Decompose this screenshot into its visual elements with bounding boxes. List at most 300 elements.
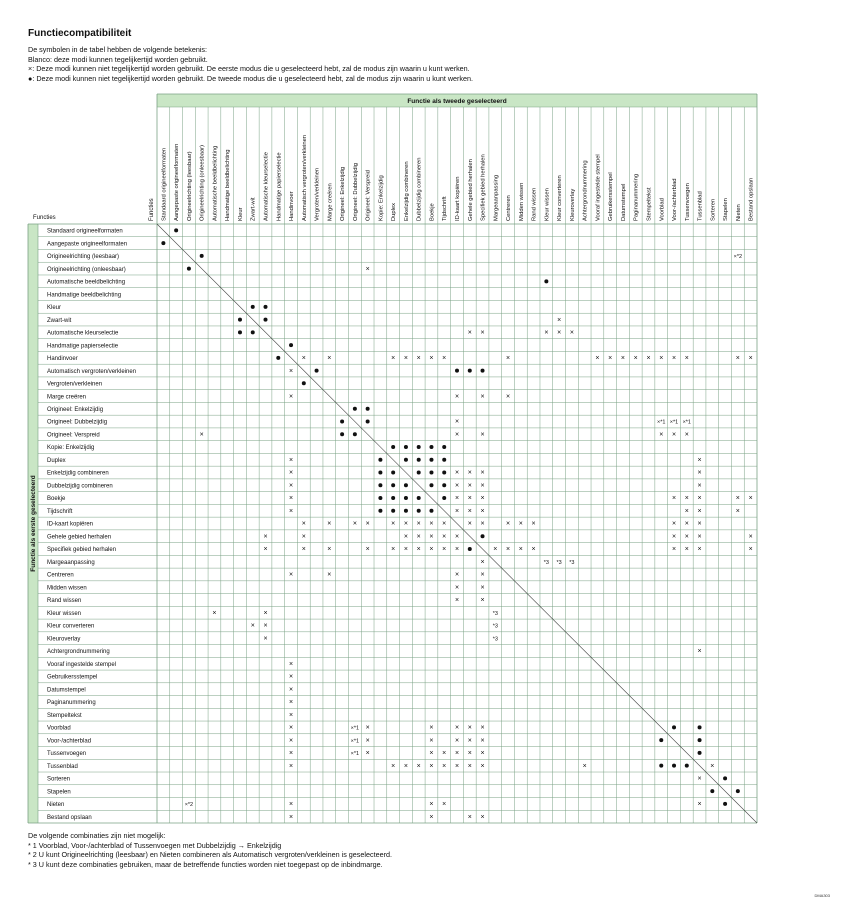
incompatible-cross: × bbox=[365, 265, 370, 273]
incompatible-cross: × bbox=[735, 507, 740, 515]
column-header: Duplex bbox=[391, 202, 398, 221]
incompatible-cross: × bbox=[454, 418, 460, 426]
incompatible-cross: × bbox=[288, 571, 294, 579]
incompatible-dot bbox=[340, 420, 344, 424]
incompatible-cross: × bbox=[288, 456, 294, 464]
incompatible-dot bbox=[378, 458, 382, 462]
column-header: Handmatige papierselectie bbox=[276, 152, 283, 221]
column-header: Vergroten/verkleinen bbox=[314, 167, 321, 221]
incompatible-cross: × bbox=[620, 355, 626, 363]
incompatible-dot bbox=[698, 738, 702, 742]
incompatible-cross: × bbox=[327, 520, 332, 528]
row-label: Automatisch vergroten/verkleinen bbox=[47, 368, 137, 375]
column-header: Origineelrichting (leesbaar) bbox=[186, 151, 193, 221]
incompatible-cross: × bbox=[608, 355, 613, 363]
incompatible-dot bbox=[174, 228, 178, 232]
incompatible-cross: × bbox=[454, 393, 460, 401]
incompatible-cross: × bbox=[735, 355, 740, 363]
incompatible-cross: × bbox=[454, 724, 460, 732]
incompatible-cross: × bbox=[480, 431, 485, 439]
incompatible-cross: × bbox=[442, 762, 447, 770]
row-label: Origineel: Enkelzijdig bbox=[47, 406, 104, 413]
row-label: Rand wissen bbox=[47, 598, 82, 605]
incompatible-cross: × bbox=[646, 355, 651, 363]
incompatible-cross: × bbox=[697, 648, 702, 656]
row-label: Automatische kleurselectie bbox=[47, 330, 119, 337]
incompatible-dot bbox=[404, 445, 408, 449]
incompatible-cross: × bbox=[480, 507, 485, 515]
column-header: Datumstempel bbox=[620, 183, 627, 221]
row-label: Achtergrondnummering bbox=[47, 649, 110, 656]
incompatible-cross: × bbox=[442, 533, 447, 541]
incompatible-cross: × bbox=[518, 520, 523, 528]
incompatible-cross: × bbox=[569, 329, 574, 337]
incompatible-dot bbox=[276, 356, 280, 360]
incompatible-cross: × bbox=[467, 724, 472, 732]
incompatible-cross: × bbox=[544, 329, 549, 337]
incompatible-cross: × bbox=[493, 546, 498, 554]
incompatible-dot bbox=[659, 738, 663, 742]
incompatible-dot bbox=[429, 483, 433, 487]
incompatible-cross: × bbox=[365, 737, 370, 745]
incompatible-dot bbox=[200, 254, 204, 258]
incompatible-dot bbox=[659, 764, 663, 768]
page-title: Functiecompatibiliteit bbox=[28, 28, 132, 39]
incompatible-dot bbox=[442, 458, 446, 462]
incompatible-dot bbox=[391, 483, 395, 487]
incompatible-cross: × bbox=[288, 699, 294, 707]
footnotes bbox=[28, 831, 392, 869]
row-label: Vergroten/verkleinen bbox=[47, 381, 103, 388]
incompatible-cross: × bbox=[288, 711, 294, 719]
incompatible-dot bbox=[366, 407, 370, 411]
incompatible-cross: × bbox=[442, 750, 447, 758]
footnote-line: * 1 Voorblad, Voor-/achterblad of Tussenvoegen met Dubbelzijdig → Enkelzijdig bbox=[28, 840, 282, 850]
incompatible-cross: *3 bbox=[556, 559, 562, 566]
column-header: Tussenblad bbox=[697, 191, 704, 221]
incompatible-cross: *3 bbox=[492, 636, 498, 643]
incompatible-cross: × bbox=[429, 750, 434, 758]
incompatible-cross: × bbox=[671, 495, 677, 503]
incompatible-cross: × bbox=[250, 622, 255, 630]
incompatible-cross: × bbox=[684, 431, 689, 439]
column-header: Origineel: Dubbelzijdig bbox=[352, 162, 359, 221]
incompatible-dot bbox=[417, 509, 421, 513]
incompatible-cross: × bbox=[403, 355, 408, 363]
incompatible-cross: × bbox=[429, 762, 434, 770]
incompatible-cross: × bbox=[659, 431, 664, 439]
incompatible-dot bbox=[264, 305, 268, 309]
incompatible-cross: × bbox=[454, 737, 460, 745]
incompatible-cross: × bbox=[365, 520, 370, 528]
incompatible-dot bbox=[442, 445, 446, 449]
row-label: Midden wissen bbox=[47, 585, 87, 592]
incompatible-dot bbox=[404, 509, 408, 513]
incompatible-dot bbox=[353, 407, 357, 411]
row-label: Nieten bbox=[47, 802, 65, 809]
row-label: Stempeltekst bbox=[47, 712, 82, 719]
row-label: Automatische beeldbelichting bbox=[47, 279, 126, 286]
row-label: Gebruikersstempel bbox=[47, 674, 98, 681]
incompatible-cross: × bbox=[288, 724, 294, 732]
incompatible-cross: × bbox=[327, 355, 332, 363]
incompatible-cross: × bbox=[288, 686, 294, 694]
row-label: Handmatige papierselectie bbox=[47, 343, 119, 350]
incompatible-dot bbox=[736, 789, 740, 793]
incompatible-cross: × bbox=[416, 533, 421, 541]
incompatible-cross: × bbox=[748, 495, 753, 503]
incompatible-cross: × bbox=[671, 520, 677, 528]
incompatible-cross: × bbox=[684, 546, 689, 554]
column-header: ID-kaart kopiëren bbox=[455, 176, 461, 221]
column-header: Stapelen bbox=[723, 198, 730, 221]
incompatible-cross: × bbox=[429, 533, 434, 541]
column-header: Aangepaste origineelformaten bbox=[174, 143, 181, 221]
incompatible-cross: × bbox=[442, 520, 447, 528]
first-header-label: Functie als eerste geselecteerd bbox=[30, 475, 37, 572]
column-header: Paginanummering bbox=[633, 173, 640, 221]
row-label: Duplex bbox=[47, 457, 66, 464]
column-header: Origineelrichting (onleesbaar) bbox=[199, 144, 206, 221]
legend-line: ×: Deze modi kunnen niet tegelijkertijd worden gebruikt. De eerste modus die u geselecteerd hebt, zal de modus zijn waarin u kunt werken. bbox=[28, 64, 470, 74]
column-header: Origineel: Verspreid bbox=[365, 170, 372, 221]
incompatible-cross: × bbox=[697, 456, 702, 464]
row-label: Bestand opslaan bbox=[47, 814, 92, 821]
incompatible-cross: × bbox=[288, 737, 294, 745]
incompatible-cross: × bbox=[467, 813, 472, 821]
incompatible-cross: × bbox=[301, 355, 306, 363]
incompatible-cross: *3 bbox=[492, 610, 498, 617]
incompatible-dot bbox=[366, 420, 370, 424]
column-header: Midden wissen bbox=[518, 182, 525, 221]
column-header: Handmatige beeldbelichting bbox=[225, 149, 232, 221]
incompatible-dot bbox=[378, 509, 382, 513]
incompatible-dot bbox=[302, 381, 306, 385]
row-label: Boekje bbox=[47, 496, 66, 503]
column-header: Kopie: Enkelzijdig bbox=[378, 175, 385, 221]
incompatible-dot bbox=[455, 369, 459, 373]
incompatible-cross: × bbox=[429, 724, 434, 732]
column-header: Sorteren bbox=[710, 198, 717, 221]
incompatible-cross: × bbox=[710, 762, 715, 770]
incompatible-cross: × bbox=[697, 495, 702, 503]
incompatible-cross: × bbox=[671, 355, 677, 363]
incompatible-cross: × bbox=[671, 533, 677, 541]
incompatible-cross: × bbox=[467, 737, 472, 745]
incompatible-cross: × bbox=[416, 762, 421, 770]
incompatible-cross: × bbox=[288, 673, 294, 681]
incompatible-cross: × bbox=[454, 507, 460, 515]
corner-vertical-label: Functies bbox=[149, 198, 155, 221]
incompatible-cross: × bbox=[429, 813, 434, 821]
row-label: Centreren bbox=[47, 572, 74, 579]
incompatible-cross: × bbox=[684, 507, 689, 515]
incompatible-cross: × bbox=[748, 355, 753, 363]
incompatible-cross: × bbox=[199, 431, 204, 439]
incompatible-dot bbox=[404, 496, 408, 500]
legend-line: De symbolen in de tabel hebben de volgende betekenis: bbox=[28, 45, 208, 54]
row-label: Voorblad bbox=[47, 725, 71, 732]
column-header: Standaard origineelformaten bbox=[161, 147, 168, 221]
incompatible-cross: × bbox=[684, 355, 689, 363]
incompatible-cross: × bbox=[480, 724, 485, 732]
row-label: Zwart-wit bbox=[47, 317, 72, 324]
incompatible-cross: *3 bbox=[569, 559, 575, 566]
incompatible-cross: × bbox=[288, 507, 294, 515]
incompatible-cross: × bbox=[480, 597, 485, 605]
incompatible-cross: × bbox=[288, 469, 294, 477]
incompatible-cross: × bbox=[429, 737, 434, 745]
row-label: Origineel: Dubbelzijdig bbox=[47, 419, 108, 426]
incompatible-dot bbox=[468, 547, 472, 551]
row-label: Stapelen bbox=[47, 789, 71, 796]
incompatible-cross: × bbox=[391, 546, 396, 554]
incompatible-cross: × bbox=[697, 546, 702, 554]
incompatible-dot bbox=[468, 369, 472, 373]
incompatible-dot bbox=[429, 471, 433, 475]
incompatible-cross: × bbox=[301, 533, 306, 541]
incompatible-cross: × bbox=[506, 355, 511, 363]
incompatible-dot bbox=[417, 471, 421, 475]
incompatible-cross: × bbox=[506, 520, 511, 528]
column-header: Stempeltekst bbox=[646, 187, 653, 221]
incompatible-cross: × bbox=[454, 533, 460, 541]
column-header: Dubbelzijdig combineren bbox=[416, 157, 423, 221]
row-label: Tijdschrift bbox=[47, 508, 73, 515]
incompatible-cross: × bbox=[480, 750, 485, 758]
incompatible-cross: × bbox=[288, 813, 294, 821]
incompatible-cross: × bbox=[212, 609, 217, 617]
incompatible-cross: × bbox=[454, 482, 460, 490]
incompatible-cross: × bbox=[582, 762, 587, 770]
column-header: Kleur bbox=[237, 207, 244, 221]
row-label: Kleur bbox=[47, 305, 62, 312]
footnote-line: * 3 U kunt deze combinaties gebruiken, maar de betreffende functies worden niet toegepast op de inbindmarge. bbox=[28, 859, 383, 869]
incompatible-cross: *3 bbox=[543, 559, 549, 566]
incompatible-dot bbox=[442, 496, 446, 500]
incompatible-cross: × bbox=[429, 801, 434, 809]
incompatible-cross: × bbox=[697, 469, 702, 477]
second-header-label: Functie als tweede geselecteerd bbox=[407, 98, 507, 105]
incompatible-cross: × bbox=[557, 316, 562, 324]
incompatible-dot bbox=[187, 267, 191, 271]
incompatible-dot bbox=[723, 776, 727, 780]
incompatible-cross: × bbox=[595, 355, 600, 363]
incompatible-cross: × bbox=[467, 469, 472, 477]
footnote-line: * 2 U kunt Origineelrichting (leesbaar) en Nieten combineren als Automatisch vergroten/verkleinen is geselecteerd. bbox=[28, 850, 392, 860]
incompatible-cross: × bbox=[480, 329, 485, 337]
incompatible-cross: × bbox=[480, 393, 485, 401]
diagonal-line bbox=[157, 224, 757, 823]
column-header: Margeaanpassing bbox=[493, 174, 500, 221]
incompatible-cross: × bbox=[429, 520, 434, 528]
row-label: Marge creëren bbox=[47, 394, 87, 401]
incompatible-cross: × bbox=[327, 546, 332, 554]
incompatible-dot bbox=[391, 496, 395, 500]
incompatible-dot bbox=[544, 279, 548, 283]
column-header: Centreren bbox=[506, 195, 513, 221]
incompatible-dot bbox=[404, 458, 408, 462]
incompatible-dot bbox=[353, 432, 357, 436]
column-header: Tussenvoegen bbox=[684, 183, 691, 221]
incompatible-cross: × bbox=[454, 469, 460, 477]
incompatible-cross: × bbox=[480, 813, 485, 821]
incompatible-cross: × bbox=[467, 329, 472, 337]
row-label: Tussenvoegen bbox=[47, 751, 87, 758]
incompatible-cross: *3 bbox=[492, 623, 498, 630]
incompatible-dot bbox=[698, 751, 702, 755]
incompatible-dot bbox=[429, 445, 433, 449]
row-label: Margeaanpassing bbox=[47, 559, 95, 566]
column-header: Rand wissen bbox=[531, 187, 538, 221]
row-label: Voor-/achterblad bbox=[47, 738, 92, 745]
column-header: Bestand opslaan bbox=[748, 177, 755, 221]
incompatible-cross: × bbox=[480, 571, 485, 579]
incompatible-cross: × bbox=[416, 355, 421, 363]
incompatible-cross: × bbox=[403, 533, 408, 541]
incompatible-dot bbox=[391, 445, 395, 449]
corner-label: Functies bbox=[33, 215, 56, 221]
legend-line: Blanco: deze modi kunnen tegelijkertijd worden gebruikt. bbox=[28, 54, 208, 64]
column-header: Enkelzijdig combineren bbox=[403, 161, 410, 221]
incompatible-cross: × bbox=[288, 801, 294, 809]
incompatible-dot bbox=[698, 725, 702, 729]
row-label: Enkelzijdig combineren bbox=[47, 470, 109, 477]
incompatible-cross: × bbox=[557, 329, 562, 337]
incompatible-dot bbox=[481, 534, 485, 538]
incompatible-cross: × bbox=[416, 546, 421, 554]
column-header: Vooraf ingestelde stempel bbox=[595, 154, 602, 221]
incompatible-cross: × bbox=[454, 762, 460, 770]
column-header: Boekje bbox=[429, 203, 436, 221]
incompatible-dot bbox=[391, 471, 395, 475]
column-header: Kleuroverlay bbox=[569, 188, 576, 221]
incompatible-cross: × bbox=[263, 635, 268, 643]
row-label: Paginanummering bbox=[47, 700, 96, 707]
incompatible-dot bbox=[417, 445, 421, 449]
incompatible-cross: × bbox=[480, 482, 485, 490]
row-label: ID-kaart kopiëren bbox=[47, 521, 94, 528]
incompatible-cross: × bbox=[506, 546, 511, 554]
incompatible-cross: × bbox=[454, 431, 460, 439]
incompatible-cross: × bbox=[467, 750, 472, 758]
incompatible-dot bbox=[340, 432, 344, 436]
incompatible-cross: × bbox=[365, 724, 370, 732]
incompatible-dot bbox=[238, 318, 242, 322]
incompatible-cross: × bbox=[288, 762, 294, 770]
incompatible-cross: × bbox=[633, 355, 638, 363]
column-header: Kleur wissen bbox=[544, 188, 551, 221]
column-header: Achtergrondnummering bbox=[582, 160, 589, 221]
incompatible-cross: ×*1 bbox=[350, 725, 360, 732]
page-code: DMA303 bbox=[814, 893, 830, 898]
incompatible-cross: × bbox=[403, 762, 408, 770]
incompatible-cross: × bbox=[391, 762, 396, 770]
incompatible-cross: × bbox=[684, 533, 689, 541]
row-label: Sorteren bbox=[47, 776, 71, 783]
row-label: Origineelrichting (leesbaar) bbox=[47, 254, 120, 261]
column-header: Voor-/achterblad bbox=[672, 178, 679, 221]
incompatible-cross: × bbox=[263, 546, 268, 554]
incompatible-cross: × bbox=[454, 584, 460, 592]
incompatible-cross: × bbox=[288, 660, 294, 668]
incompatible-cross: × bbox=[684, 495, 689, 503]
incompatible-cross: × bbox=[288, 367, 294, 375]
incompatible-cross: × bbox=[263, 622, 268, 630]
incompatible-cross: × bbox=[480, 762, 485, 770]
column-header: Automatische beeldbelichting bbox=[212, 145, 219, 221]
incompatible-cross: × bbox=[454, 750, 460, 758]
column-header: Voorblad bbox=[659, 198, 666, 221]
incompatible-cross: × bbox=[467, 762, 472, 770]
incompatible-cross: × bbox=[288, 750, 294, 758]
incompatible-cross: × bbox=[518, 546, 523, 554]
column-header: Gebruikersstempel bbox=[608, 172, 615, 221]
incompatible-cross: × bbox=[506, 393, 511, 401]
incompatible-dot bbox=[429, 509, 433, 513]
incompatible-cross: × bbox=[454, 597, 460, 605]
incompatible-cross: × bbox=[429, 546, 434, 554]
incompatible-cross: × bbox=[697, 482, 702, 490]
row-label: Origineelrichting (onleesbaar) bbox=[47, 266, 126, 273]
incompatible-dot bbox=[251, 305, 255, 309]
incompatible-cross: × bbox=[480, 469, 485, 477]
incompatible-cross: × bbox=[480, 495, 485, 503]
incompatible-dot bbox=[404, 483, 408, 487]
incompatible-cross: × bbox=[288, 393, 294, 401]
row-label: Dubbelzijdig combineren bbox=[47, 483, 113, 490]
column-header: Kleur converteren bbox=[557, 175, 564, 221]
incompatible-dot bbox=[238, 330, 242, 334]
column-header: Automatisch vergroten/verkleinen bbox=[301, 134, 308, 221]
incompatible-cross: × bbox=[263, 533, 268, 541]
incompatible-dot bbox=[264, 318, 268, 322]
incompatible-cross: × bbox=[697, 775, 702, 783]
incompatible-cross: × bbox=[671, 431, 677, 439]
legend-line: ●: Deze modi kunnen niet tegelijkertijd worden gebruikt. De tweede modus die u geselecteerd hebt, zal de modus zijn waarin u kunt werken. bbox=[28, 73, 474, 83]
incompatible-cross: × bbox=[301, 520, 306, 528]
incompatible-cross: × bbox=[748, 546, 753, 554]
incompatible-dot bbox=[442, 483, 446, 487]
row-label: Kleur converteren bbox=[47, 623, 95, 630]
incompatible-dot bbox=[378, 471, 382, 475]
row-label: Specifiek gebied herhalen bbox=[47, 547, 117, 554]
incompatible-cross: × bbox=[684, 520, 689, 528]
incompatible-cross: × bbox=[403, 546, 408, 554]
incompatible-cross: × bbox=[697, 507, 702, 515]
column-header: Automatische kleurselectie bbox=[263, 152, 270, 221]
incompatible-cross: × bbox=[467, 507, 472, 515]
row-label: Handinvoer bbox=[47, 356, 78, 363]
row-label: Kleur wissen bbox=[47, 610, 82, 617]
footnote-line: De volgende combinaties zijn niet mogelijk: bbox=[28, 831, 166, 840]
incompatible-cross: ×*2 bbox=[184, 802, 194, 809]
column-header: Specifiek gebied herhalen bbox=[480, 154, 487, 221]
incompatible-dot bbox=[672, 725, 676, 729]
incompatible-cross: × bbox=[288, 482, 294, 490]
incompatible-cross: × bbox=[748, 533, 753, 541]
row-label: Kopie: Enkelzijdig bbox=[47, 445, 95, 452]
row-label: Vooraf ingestelde stempel bbox=[47, 661, 117, 668]
row-label: Origineel: Verspreid bbox=[47, 432, 100, 439]
incompatible-cross: × bbox=[391, 355, 396, 363]
incompatible-cross: × bbox=[263, 609, 268, 617]
row-label: Gehele gebied herhalen bbox=[47, 534, 112, 541]
incompatible-cross: ×*1 bbox=[657, 419, 666, 426]
incompatible-dot bbox=[429, 458, 433, 462]
incompatible-cross: × bbox=[480, 737, 485, 745]
incompatible-cross: × bbox=[467, 482, 472, 490]
